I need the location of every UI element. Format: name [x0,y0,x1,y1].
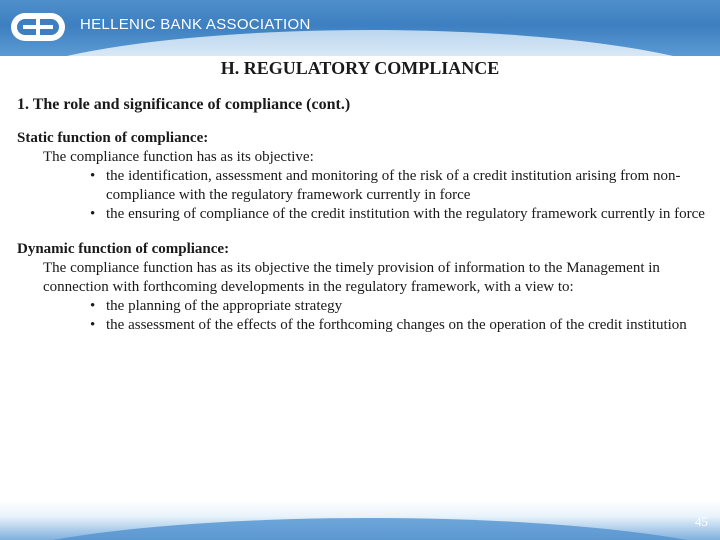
slide-title: H. REGULATORY COMPLIANCE [220,58,500,78]
bullet-icon: • [90,168,96,184]
hba-logo-icon [10,9,66,45]
dynamic-function-block [17,240,707,335]
slide-header [0,0,720,56]
list-item-text: the planning of the appropriate strategy [106,298,343,314]
bullet-icon: • [90,206,96,222]
list-item-text: the identification, assessment and monitoring of the risk of a credit institution arising from non-compliance with the regulatory framework currently in force [106,168,681,203]
list-item [17,316,707,335]
bullet-icon: • [90,317,96,333]
section-heading: 1. The role and significance of compliance (cont.) [17,96,351,113]
static-function-list [17,167,707,224]
dynamic-function-lead: The compliance function has as its objective the timely provision of information to the Management in connection with forthcoming developments in the regulatory framework, with a view to: [43,260,660,295]
slide-footer [0,500,720,540]
list-item [17,167,707,205]
list-item [17,297,707,316]
static-function-block [17,129,707,224]
list-item [17,205,707,224]
dynamic-function-list [17,297,707,335]
list-item-text: the ensuring of compliance of the credit institution with the regulatory framework currently in force [106,206,705,222]
footer-wave [0,518,720,540]
dynamic-function-heading: Dynamic function of compliance: [17,241,230,257]
slide-content [17,129,707,351]
organization-name: HELLENIC BANK ASSOCIATION [80,16,311,33]
header-wave [0,30,720,56]
static-function-lead: The compliance function has as its objective: [43,149,314,165]
static-function-heading: Static function of compliance: [17,130,209,146]
page-number: 45 [695,514,708,529]
list-item-text: the assessment of the effects of the forthcoming changes on the operation of the credit institution [106,317,687,333]
bullet-icon: • [90,298,96,314]
